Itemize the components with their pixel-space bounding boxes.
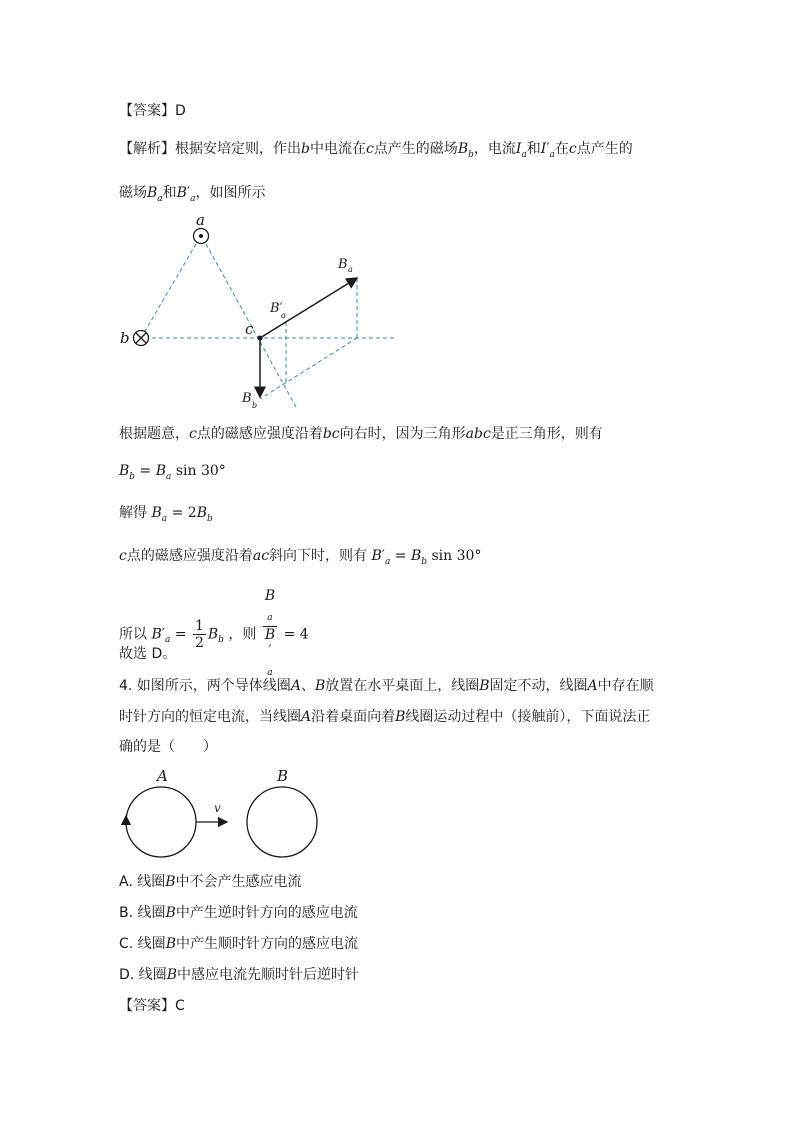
body-line-4: c点的磁感应强度沿着ac斜向下时，则有 $B'_a = B_b$ sin 30° (119, 548, 482, 567)
conclusion: 故选 D。 (119, 646, 177, 662)
option-d[interactable]: D. 线圈B中感应电流先顺时针后逆时针 (119, 967, 359, 983)
equation-1: $B_b = B_a$ sin 30° (119, 463, 226, 482)
label-b: b (120, 329, 130, 347)
analysis-label: 【解析】 (119, 141, 175, 157)
question4-line-3: 确的是（ ） (119, 739, 217, 755)
label-Bpa-sub: a (281, 311, 286, 320)
option-a[interactable]: A. 线圈B中不会产生感应电流 (119, 874, 302, 890)
answer-value: D (175, 103, 186, 119)
answer-label: 【答案】 (119, 103, 175, 119)
option-c[interactable]: C. 线圈B中产生顺时针方向的感应电流 (119, 936, 358, 952)
coil-A (126, 787, 196, 857)
equation-3: 所以 $B'_a$ = $\frac{1}{2}$ $B_b$ ，则 B $_a$ B ′ $_a$ = 4 (119, 588, 309, 681)
label-velocity: v (214, 801, 221, 815)
question4-line-2: 时针方向的恒定电流，当线圈A沿着桌面向着B线圈运动过程中（接触前），下面说法正 (119, 709, 651, 725)
answer-line-2 (119, 996, 185, 1016)
option-b[interactable]: B. 线圈B中产生逆时针方向的感应电流 (119, 905, 358, 921)
label-Bb-sub: b (252, 401, 258, 410)
label-Ba: B (338, 257, 348, 272)
coil-B (247, 787, 317, 857)
label-a: a (196, 211, 205, 229)
question4-line-1: 4. 如图所示，两个导体线圈A、B放置在水平桌面上，线圈B固定不动，线圈A中存在顺 (119, 678, 654, 694)
body-line-1: 根据题意，c点的磁感应强度沿着bc向右时，因为三角形abc是正三角形，则有 (119, 426, 603, 442)
analysis-line-1: 【解析】根据安培定则，作出b中电流在c点产生的磁场$B_b$，电流$I_a$和$I'_a$在c点产生的 (119, 141, 633, 160)
answer-label: 【答案】 (119, 998, 175, 1014)
label-coil-B: B (277, 767, 289, 785)
fraction-Ba-over-Bpa: B $_a$ B ′ $_a$ (264, 588, 276, 678)
label-Ba-sub: a (348, 265, 353, 274)
equation-2: 解得 $B_a = 2B_b$ (119, 505, 213, 524)
answer-value: C (175, 998, 185, 1014)
label-Bpa: B′ (270, 301, 283, 316)
label-coil-A: A (157, 767, 168, 785)
label-c: c (245, 320, 254, 338)
label-Bb: B (242, 391, 252, 406)
fraction-one-half: $\frac{1}{2}$ (194, 617, 204, 651)
analysis-line-2: 磁场$B_a$和$B'_a$，如图所示 (119, 185, 266, 204)
